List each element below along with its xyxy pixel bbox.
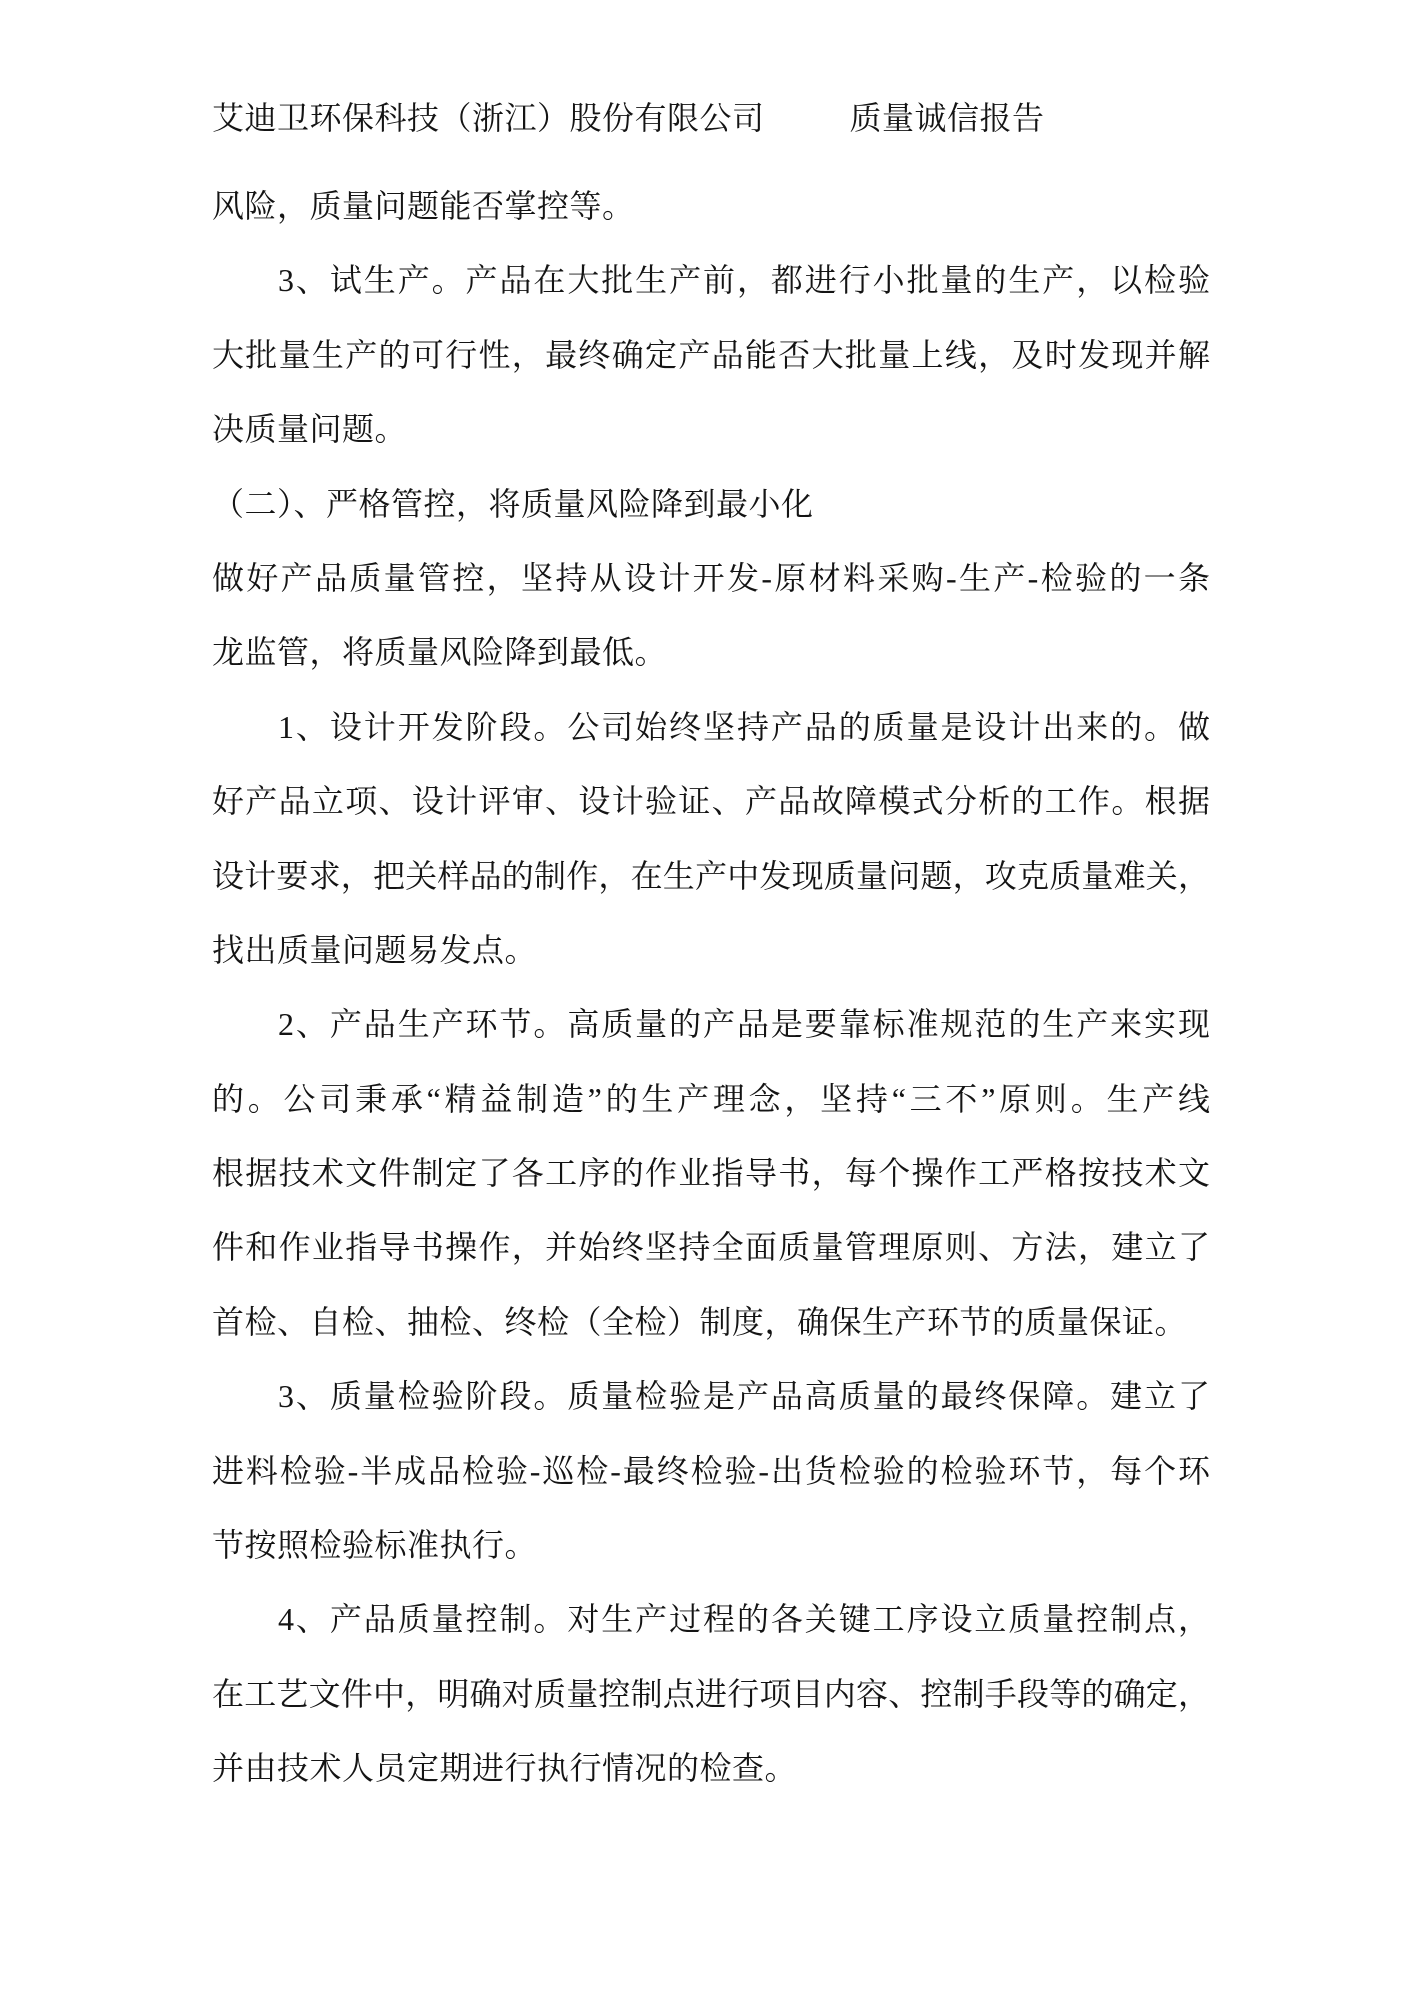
document-line: 在工艺文件中，明确对质量控制点进行项目内容、控制手段等的确定， <box>212 1675 1210 1712</box>
document-line: 的。公司秉承“精益制造”的生产理念，坚持“三不”原则。生产线 <box>212 1080 1210 1117</box>
page-header <box>212 98 1212 138</box>
document-line: 节按照检验标准执行。 <box>212 1527 538 1564</box>
document-line: 1、设计开发阶段。公司始终坚持产品的质量是设计出来的。做 <box>278 708 1210 745</box>
document-line: 好产品立项、设计评审、设计验证、产品故障模式分析的工作。根据 <box>212 783 1210 820</box>
document-line: 根据技术文件制定了各工序的作业指导书，每个操作工严格按技术文 <box>212 1155 1210 1192</box>
document-line: 进料检验-半成品检验-巡检-最终检验-出货检验的检验环节，每个环 <box>212 1452 1210 1489</box>
document-section-heading: （二）、严格管控，将质量风险降到最小化 <box>212 485 814 522</box>
document-line: 找出质量问题易发点。 <box>212 931 538 968</box>
document-line: 3、质量检验阶段。质量检验是产品高质量的最终保障。建立了 <box>278 1378 1210 1415</box>
document-line: 4、产品质量控制。对生产过程的各关键工序设立质量控制点， <box>278 1601 1210 1638</box>
document-line: 2、产品生产环节。高质量的产品是要靠标准规范的生产来实现 <box>278 1006 1210 1043</box>
document-line: 首检、自检、抽检、终检（全检）制度，确保生产环节的质量保证。 <box>212 1303 1188 1340</box>
document-line: 风险，质量问题能否掌控等。 <box>212 188 635 224</box>
header-company-name: 艾迪卫环保科技（浙江）股份有限公司 <box>212 100 765 136</box>
document-line: 决质量问题。 <box>212 411 408 448</box>
document-line: 并由技术人员定期进行执行情况的检查。 <box>212 1750 798 1787</box>
document-line: 3、试生产。产品在大批生产前，都进行小批量的生产，以检验 <box>278 262 1210 299</box>
document-line: 件和作业指导书操作，并始终坚持全面质量管理原则、方法，建立了 <box>212 1229 1210 1266</box>
header-report-title: 质量诚信报告 <box>849 100 1045 136</box>
document-line: 做好产品质量管控，坚持从设计开发-原材料采购-生产-检验的一条 <box>212 559 1210 596</box>
document-line: 设计要求，把关样品的制作，在生产中发现质量问题，攻克质量难关， <box>212 857 1210 894</box>
document-line: 大批量生产的可行性，最终确定产品能否大批量上线，及时发现并解 <box>212 336 1210 373</box>
document-line: 龙监管，将质量风险降到最低。 <box>212 634 668 671</box>
document-body <box>212 169 1210 1806</box>
